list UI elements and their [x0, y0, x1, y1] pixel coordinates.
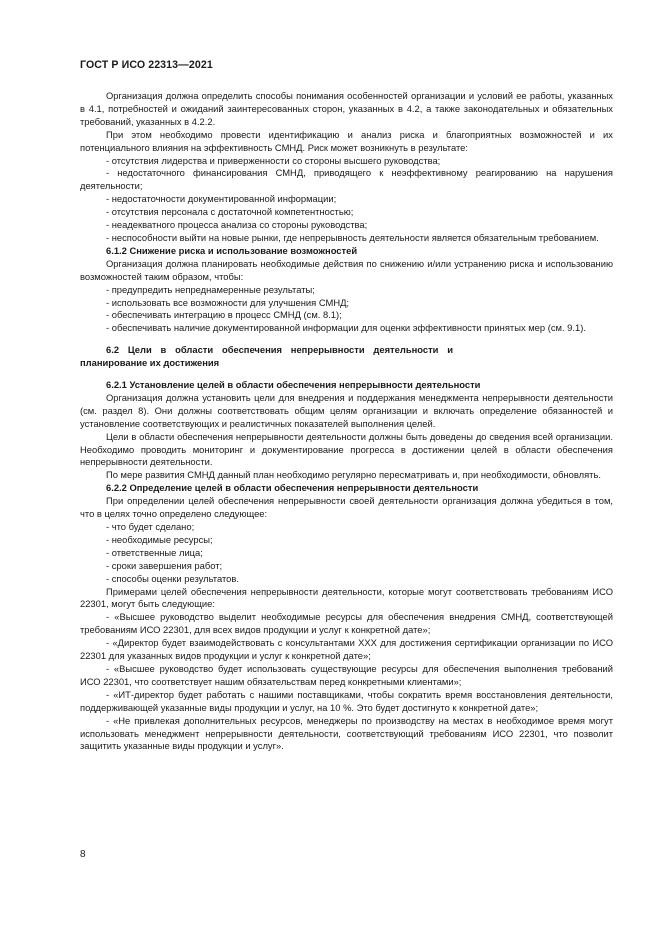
list-item: - недостаточного финансирования СМНД, приводящего к неэффективному реагированию на нарушения деятельности; [80, 167, 613, 192]
list-item: - неспособности выйти на новые рынки, где непрерывность деятельности является обязательным требованием. [106, 231, 599, 243]
list-item: - необходимые ресурсы; [106, 533, 213, 545]
paragraph: При этом необходимо провести идентификацию и анализ риска и благоприятных возможностей и их потенциального влияния на эффективность СМНД. Риск может возникнуть в результате: [80, 128, 613, 153]
paragraph: Примерами целей обеспечения непрерывности деятельности, которые могут соответствовать требованиям ИСО 22301, могут быть следующие: [80, 585, 613, 610]
paragraph: Организация должна планировать необходимые действия по снижению и/или устранению риска и использованию возможностей таким образом, чтобы: [80, 257, 613, 282]
list-item: - «Высшее руководство будет использовать существующие ресурсы для обеспечения выполнения требований ИСО 22301, что соответствует нашим обязательствам перед конкретными клиентами»; [80, 662, 613, 687]
paragraph: Цели в области обеспечения непрерывности деятельности должны быть доведены до сведения всей организации. Необходимо проводить мониторинг и документирование прогресса в достижении целей в области обеспечения непрерывности деятельности. [80, 430, 613, 468]
document-header: ГОСТ Р ИСО 22313—2021 [80, 59, 213, 71]
list-item: - отсутствия лидерства и приверженности со стороны высшего руководства; [106, 154, 441, 166]
list-item: - сроки завершения работ; [106, 559, 223, 571]
list-item: - обеспечивать интеграцию в процесс СМНД (см. 8.1); [106, 309, 342, 321]
list-item: - «Высшее руководство выделит необходимые ресурсы для обеспечения внедрения СМНД, соответствующей требованиям ИСО 22301, для всех видов продукции и услуг к конкретной дате»; [80, 611, 613, 636]
list-item: - отсутствия персонала с достаточной компетентностью; [106, 206, 354, 218]
page-number: 8 [80, 849, 86, 860]
list-item: - предупредить непреднамеренные результаты; [106, 283, 315, 295]
section-heading-6-2-2: 6.2.2 Определение целей в области обеспечения непрерывности деятельности [106, 482, 479, 494]
section-heading-6-1-2: 6.1.2 Снижение риска и использование возможностей [106, 244, 358, 256]
paragraph: При определении целей обеспечения непрерывности своей деятельности организация должна убедиться в том, что в целях точно определено следующее: [80, 495, 613, 520]
list-item: - «Не привлекая дополнительных ресурсов, менеджеры по производству на местах в необходимое время могут использовать менеджмент непрерывности деятельности, соответствующий требованиям ИСО 22301, что позволит защитить указанные виды продукции и услуг». [80, 714, 613, 752]
list-item: - обеспечивать наличие документированной информации для оценки эффективности принятых мер (см. 9.1). [106, 322, 586, 334]
paragraph: Организация должна установить цели для внедрения и поддержания менеджмента непрерывности деятельности (см. раздел 8). Они должны соответствовать общим целям организации и включать определение обязанностей и установление соответствующих и реалистичных показателей выполнения целей. [80, 391, 613, 429]
list-item: - способы оценки результатов. [106, 572, 239, 584]
list-item: - «Директор будет взаимодействовать с консультантами ХХХ для достижения сертификации организации по ИСО 22301 для указанных видов продукции и услуг к конкретной дате»; [80, 637, 613, 662]
list-item: - недостаточности документированной информации; [106, 193, 337, 205]
list-item: - ответственные лица; [106, 546, 203, 558]
paragraph: По мере развития СМНД данный план необходимо регулярно пересматривать и, при необходимости, обновлять. [106, 469, 601, 481]
list-item: - что будет сделано; [106, 521, 195, 532]
list-item: - «ИТ-директор будет работать с нашими поставщиками, чтобы сократить время восстановления деятельности, поддерживающей указанные виды продукции и услуг, на 10 %. Это будет достигнуто к конкретной дате»; [80, 688, 613, 713]
list-item: - неадекватного процесса анализа со стороны руководства; [106, 219, 368, 231]
document-body [80, 90, 613, 753]
list-item: - использовать все возможности для улучшения СМНД; [106, 296, 350, 308]
paragraph: Организация должна определить способы понимания особенностей организации и условий ее работы, указанных в 4.1, потребностей и ожиданий заинтересованных сторон, указанных в 4.2, а также законодательных и обязательных требований, указанных в 4.2.2. [80, 90, 613, 127]
section-heading-6-2: 6.2 Цели в области обеспечения непрерывности деятельности и планирование их достижения [80, 344, 453, 369]
section-heading-6-2-1: 6.2.1 Установление целей в области обеспечения непрерывности деятельности [106, 379, 481, 391]
